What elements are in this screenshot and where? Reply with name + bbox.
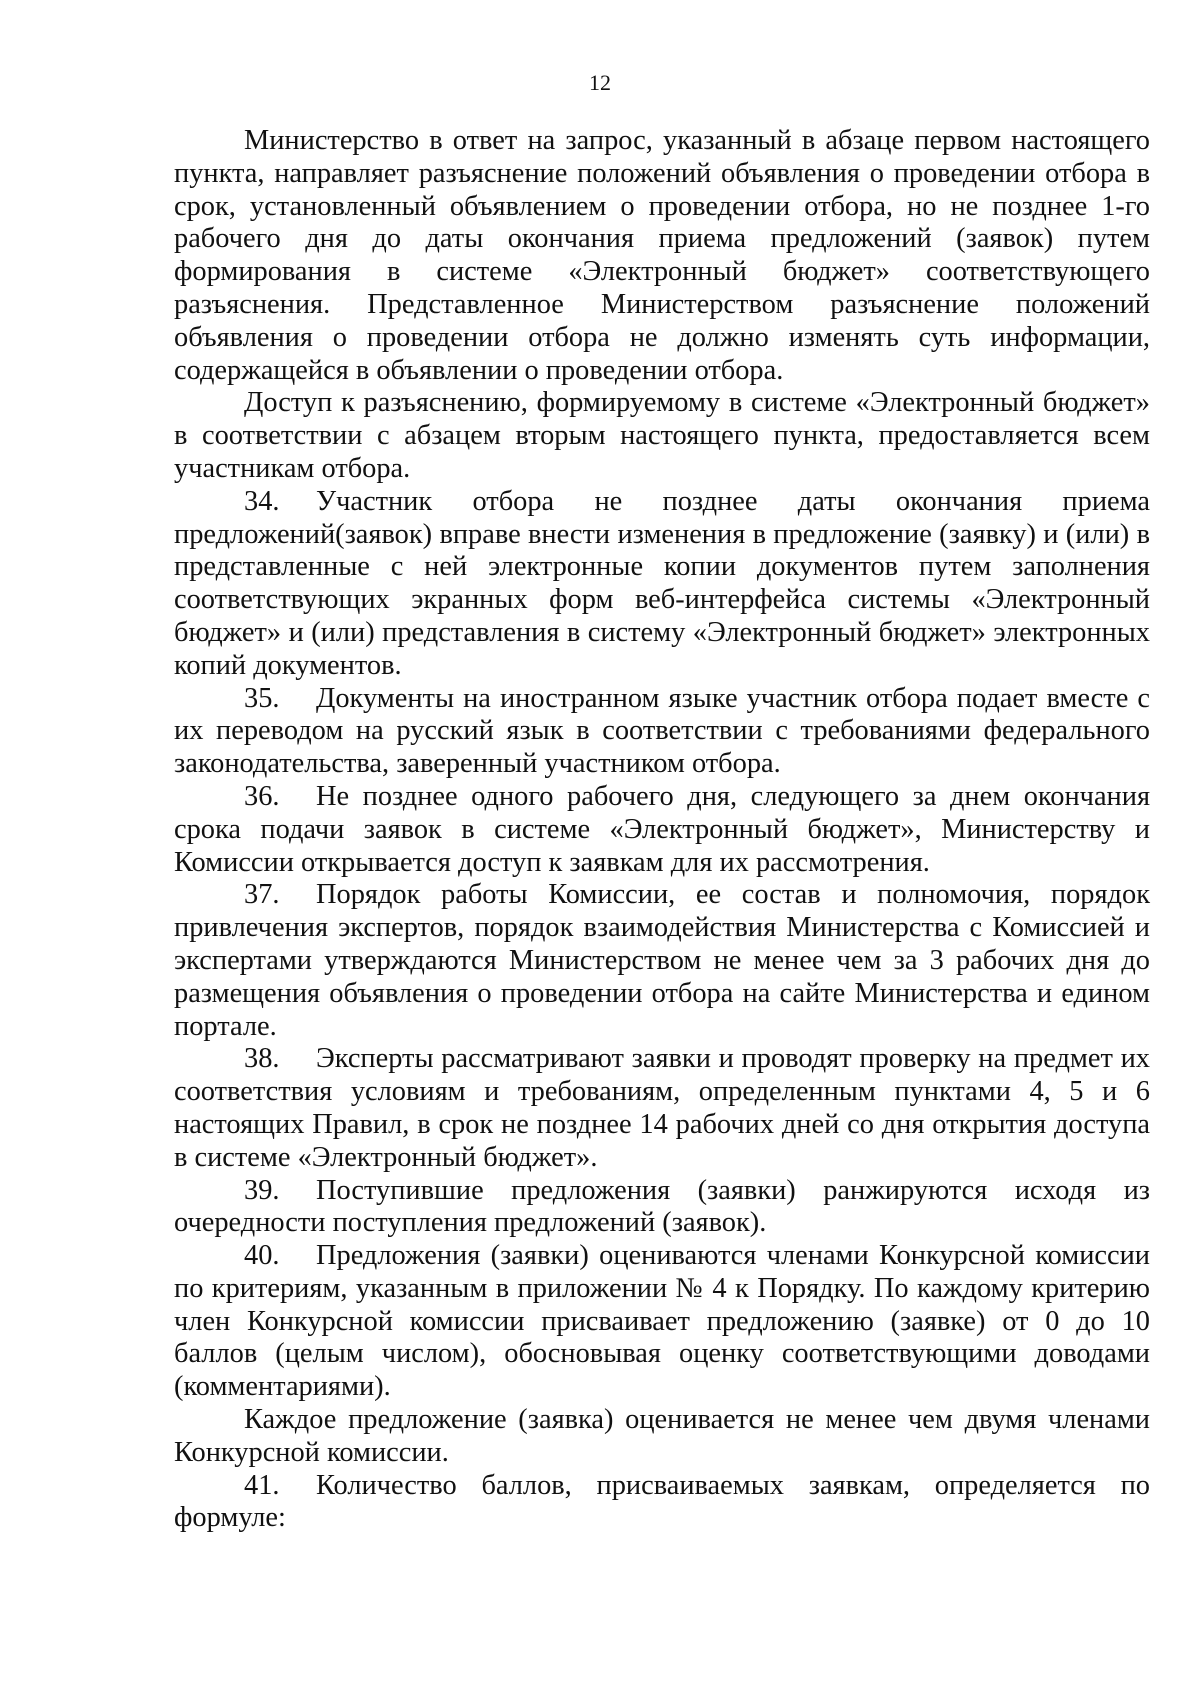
paragraph-text: Количество баллов, присваиваемых заявкам, определяется по формуле: (174, 1469, 1150, 1534)
paragraph-39 (174, 1175, 1150, 1241)
paragraph-text: Участник отбора не позднее даты окончания приема предложений(заявок) вправе внести изменения в предложение (заявку) и (или) в представленные с ней электронные копии документов путем заполнения соответствующих экранных форм веб-интерфейса системы «Электронный бюджет» и (или) представления в систему «Электронный бюджет» электронных копий документов. (174, 485, 1150, 681)
paragraph-text: Не позднее одного рабочего дня, следующего за днем окончания срока подачи заявок в системе «Электронный бюджет», Министерству и Комиссии открывается доступ к заявкам для их рассмотрения. (174, 780, 1150, 878)
paragraph-text: Порядок работы Комиссии, ее состав и полномочия, порядок привлечения экспертов, порядок взаимодействия Министерства с Комиссией и экспертами утверждаются Министерством не менее чем за 3 рабочих дня до размещения объявления о проведении отбора на сайте Министерства и едином портале. (174, 879, 1150, 1042)
paragraph-number: 41. (244, 1469, 280, 1501)
paragraph-text: Документы на иностранном языке участник отбора подает вместе с их переводом на русский язык в соответствии с требованиями федерального законодательства, заверенный участником отбора. (174, 682, 1150, 780)
paragraph-35 (174, 683, 1150, 781)
paragraph-number: 38. (244, 1043, 280, 1075)
paragraph-text: Министерство в ответ на запрос, указанный в абзаце первом настоящего пункта, направляет разъяснение положений объявления о проведении отбора в срок, установленный объявлением о проведении отбора, но не позднее 1-го рабочего дня до даты окончания приема предложений (заявок) путем формирования в системе «Электронный бюджет» соответствующего разъяснения. Представленное Министерством разъяснение положений объявления о проведении отбора не должно изменять суть информации, содержащейся в объявлении о проведении отбора. (174, 125, 1150, 386)
paragraph-38 (174, 1043, 1150, 1174)
paragraph-text: Предложения (заявки) оцениваются членами Конкурсной комиссии по критериям, указанным в приложении № 4 к Порядку. По каждому критерию член Конкурсной комиссии присваивает предложению (заявке) от 0 до 10 баллов (целым числом), обосновывая оценку соответствующими доводами (комментариями). (174, 1240, 1150, 1403)
paragraph-41 (174, 1470, 1150, 1536)
paragraph-number: 35. (244, 682, 280, 714)
paragraph-36 (174, 781, 1150, 879)
paragraph-ministry-response (174, 125, 1150, 387)
paragraph-text: Эксперты рассматривают заявки и проводят проверку на предмет их соответствия условиям и требованиям, определенным пунктами 4, 5 и 6 настоящих Правил, в срок не позднее 14 рабочих дней со дня открытия доступа в системе «Электронный бюджет». (174, 1043, 1150, 1173)
paragraph-number: 37. (244, 879, 280, 911)
paragraph-clarification-access (174, 387, 1150, 485)
paragraph-text: Доступ к разъяснению, формируемому в системе «Электронный бюджет» в соответствии с абзацем вторым настоящего пункта, предоставляется всем участникам отбора. (174, 387, 1150, 484)
paragraph-34 (174, 486, 1150, 683)
paragraph-text: Поступившие предложения (заявки) ранжируются исходя из очередности поступления предложений (заявок). (174, 1174, 1150, 1239)
paragraph-number: 36. (244, 780, 280, 812)
paragraph-40 (174, 1240, 1150, 1404)
paragraph-number: 34. (244, 485, 280, 517)
document-body (174, 125, 1150, 1535)
paragraph-number: 40. (244, 1240, 280, 1272)
paragraph-number: 39. (244, 1174, 280, 1206)
paragraph-text: Каждое предложение (заявка) оценивается не менее чем двумя членами Конкурсной комиссии. (174, 1404, 1150, 1468)
paragraph-evaluation-minimum (174, 1404, 1150, 1470)
page-number: 12 (589, 70, 611, 95)
paragraph-37 (174, 879, 1150, 1043)
